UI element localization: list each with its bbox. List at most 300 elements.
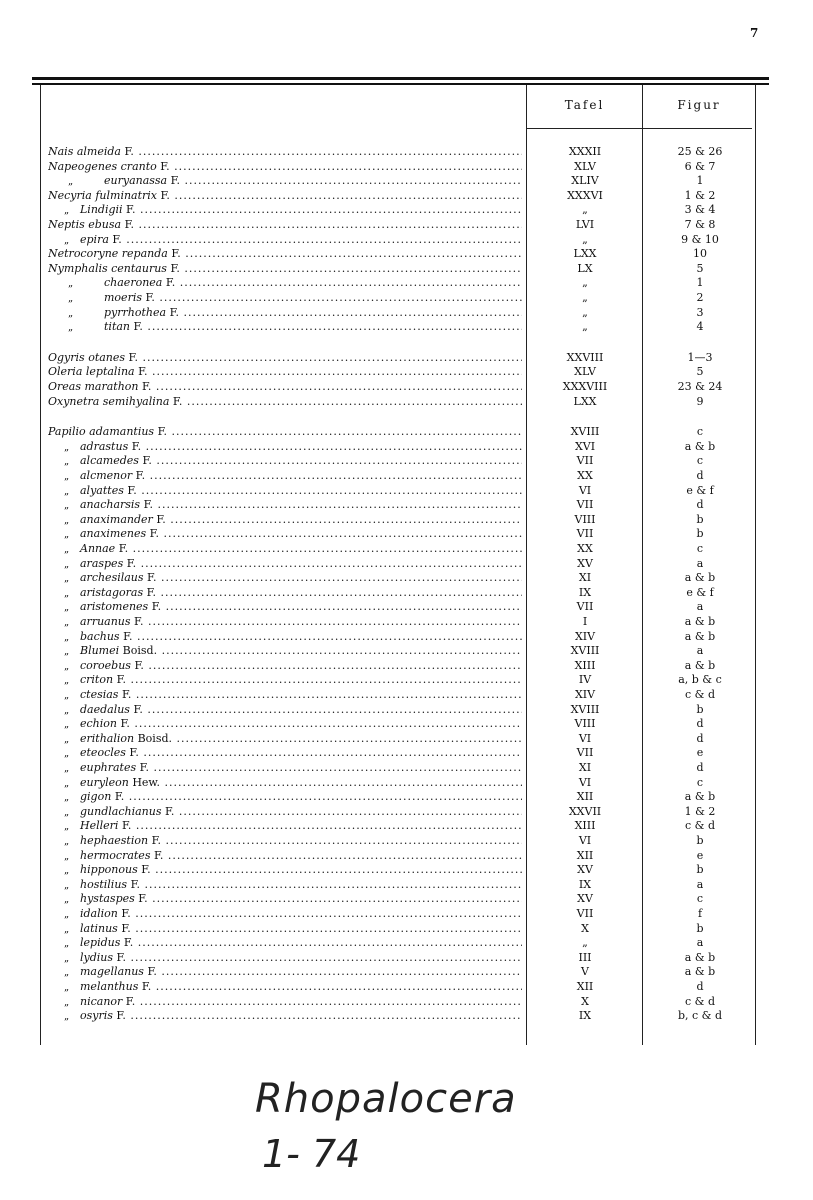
ditto-mark: „ [64, 982, 70, 993]
tafel-cell: V [581, 965, 589, 979]
species-name [48, 276, 522, 291]
species-epithet: idalion [80, 907, 118, 920]
figur-cell: a & b [684, 658, 716, 672]
species-epithet: Napeogenes cranto [48, 159, 157, 173]
figur-cell: c [696, 425, 704, 439]
species-author: F. [116, 673, 126, 687]
tafel-cell: XVIII [570, 644, 600, 658]
species-author: F. [124, 145, 134, 158]
species-author: F. [145, 291, 155, 304]
species-name [48, 306, 522, 321]
tafel-cell: LX [577, 261, 593, 275]
ditto-mark: „ [64, 529, 70, 541]
species-name [48, 761, 522, 776]
table-row [48, 644, 768, 658]
table-row [48, 484, 768, 498]
species-epithet: Nais almeida [48, 145, 121, 158]
tafel-cell: XXVIII [566, 350, 604, 364]
tafel-cell: VII [576, 527, 594, 541]
species-name [48, 542, 522, 557]
ditto-mark: „ [64, 719, 70, 731]
species-author: F. [160, 188, 170, 202]
figur-cell: c [696, 775, 704, 789]
species-epithet: criton [80, 673, 114, 687]
species-epithet: arruanus [80, 615, 131, 628]
table-row [48, 469, 768, 483]
column-header-figur: Figur [677, 98, 721, 112]
ditto-mark: „ [64, 996, 70, 1008]
species-epithet: hystaspes [80, 892, 135, 906]
species-author: F. [126, 203, 136, 217]
species-name [48, 644, 522, 659]
ditto-mark: „ [64, 544, 70, 555]
figur-cell: 25 & 26 [677, 145, 723, 158]
species-epithet: Helleri [80, 819, 119, 833]
species-epithet: Lindigii [80, 203, 123, 217]
species-author: F. [149, 527, 160, 541]
figur-cell: d [696, 731, 704, 745]
species-author: Hew. [132, 775, 161, 789]
tafel-cell: XXVII [568, 804, 602, 818]
species-author: F. [127, 483, 137, 497]
tafel-cell: „ [582, 305, 588, 319]
species-name [48, 630, 522, 645]
figur-cell: b [696, 921, 704, 935]
table-row [48, 995, 768, 1009]
table-row [48, 776, 768, 790]
figur-cell: f [697, 907, 703, 920]
table-row [48, 630, 768, 644]
tafel-cell: VIII [574, 717, 596, 731]
ditto-mark: „ [64, 690, 70, 701]
species-name [48, 995, 522, 1010]
species-author: F. [142, 454, 152, 468]
table-row [48, 174, 768, 188]
species-author: F. [124, 218, 135, 231]
table-row [48, 425, 768, 439]
species-author: F. [172, 394, 183, 408]
species-author: F. [139, 761, 150, 774]
species-epithet: pyrrhothea [104, 305, 167, 319]
tafel-cell: „ [582, 291, 588, 304]
handwritten-note-title: Rhopalocera [255, 1076, 517, 1122]
species-epithet: hostilius [80, 877, 128, 891]
table-row [48, 819, 768, 833]
table-row [48, 365, 768, 379]
table-row [48, 380, 768, 394]
species-name [48, 454, 522, 469]
species-epithet: Oleria leptalina [48, 365, 135, 379]
figur-cell: 10 [693, 247, 707, 261]
species-epithet: daedalus [80, 702, 130, 716]
ditto-mark: „ [64, 1011, 70, 1023]
species-epithet: gundlachianus [80, 804, 162, 818]
species-epithet: ctesias [80, 688, 119, 701]
figur-cell: 23 & 24 [677, 380, 723, 393]
ditto-mark: „ [64, 456, 70, 468]
table-row [48, 527, 768, 541]
species-epithet: hipponous [80, 863, 138, 877]
species-author: F. [141, 980, 152, 993]
species-name [48, 145, 522, 159]
table-row [48, 761, 768, 775]
figur-cell: 4 [696, 320, 704, 334]
figur-cell: e [696, 848, 704, 862]
species-author: F. [141, 863, 151, 877]
species-name [48, 484, 522, 499]
species-epithet: chaeronea [104, 276, 163, 290]
tafel-cell: „ [582, 936, 588, 950]
tafel-cell: IV [578, 673, 592, 687]
species-author: F. [147, 965, 157, 979]
table-row [48, 805, 768, 819]
tafel-cell: XIII [574, 658, 596, 672]
species-name [48, 380, 522, 394]
table-row [48, 291, 768, 305]
species-name [48, 365, 522, 379]
ditto-mark: „ [64, 894, 70, 906]
species-epithet: Neptis ebusa [48, 218, 122, 231]
table-row [48, 498, 768, 512]
table-row [48, 262, 768, 276]
table-row [48, 892, 768, 906]
table-row [48, 980, 768, 994]
species-name [48, 395, 522, 409]
column-header-tafel: Tafel [564, 98, 605, 112]
table-row [48, 571, 768, 585]
species-epithet: hermocrates [80, 848, 151, 862]
figur-cell: a [696, 644, 704, 658]
ditto-mark: „ [64, 617, 70, 628]
tafel-cell: XXXII [568, 145, 602, 158]
table-row [48, 586, 768, 600]
species-epithet: euryleon [80, 775, 129, 789]
tafel-cell: VIII [574, 512, 596, 526]
species-epithet: archesilaus [80, 571, 144, 585]
figur-cell: 9 & 10 [681, 232, 719, 246]
table-row [48, 454, 768, 468]
table-row [48, 218, 768, 232]
species-epithet: eteocles [80, 746, 126, 760]
tafel-cell: XII [576, 980, 594, 993]
page-number: 7 [750, 26, 759, 40]
table-row [48, 732, 768, 746]
species-author: F. [143, 498, 153, 512]
species-author: F. [118, 542, 129, 555]
figur-cell: b, c & d [677, 1009, 723, 1023]
species-author: F. [134, 658, 144, 672]
species-author: F. [164, 804, 175, 818]
species-epithet: gigon [80, 790, 112, 804]
figur-cell: 1 [696, 174, 704, 188]
species-epithet: araspes [80, 556, 124, 570]
species-epithet: coroebus [80, 658, 131, 672]
ditto-mark: „ [64, 558, 70, 570]
species-epithet: bachus [80, 629, 120, 643]
species-name [48, 688, 522, 703]
figur-cell: 5 [696, 365, 704, 379]
species-epithet: alcmenor [80, 469, 133, 482]
tafel-cell: VI [578, 483, 592, 497]
species-name [48, 600, 522, 615]
species-name [48, 790, 522, 805]
species-author: F. [138, 365, 148, 379]
tafel-cell: XX [577, 542, 593, 555]
species-epithet: epira [80, 232, 109, 246]
table-row [48, 922, 768, 936]
tafel-cell: XI [578, 571, 592, 585]
species-author: F. [123, 629, 133, 643]
ditto-mark: „ [64, 733, 70, 745]
figur-cell: c & d [685, 688, 715, 701]
tafel-cell: XV [577, 863, 593, 877]
ditto-mark: „ [64, 485, 70, 497]
figur-cell: c [696, 454, 704, 468]
species-name [48, 922, 522, 937]
table-row [48, 849, 768, 863]
species-author: F. [128, 350, 138, 364]
ditto-mark: „ [64, 441, 70, 453]
species-epithet: Necyria fulminatrix [48, 188, 158, 202]
tafel-cell: IX [578, 585, 592, 599]
species-author: F. [171, 247, 181, 261]
figur-cell: d [696, 717, 704, 731]
species-epithet: Oreas marathon [48, 380, 139, 393]
species-epithet: echion [80, 717, 117, 731]
figur-cell: a & b [684, 439, 716, 453]
figur-cell: a & b [684, 790, 716, 804]
species-author: F. [147, 571, 157, 585]
ditto-mark: „ [64, 806, 70, 818]
species-name [48, 189, 522, 203]
species-name [48, 440, 522, 455]
ditto-mark: „ [64, 514, 70, 526]
figur-cell: b [696, 512, 704, 526]
tafel-cell: XIV [574, 629, 596, 643]
table-row [48, 542, 768, 556]
species-epithet: euryanassa [104, 174, 168, 188]
tafel-cell: VI [578, 731, 592, 745]
ditto-mark: „ [64, 763, 70, 774]
tafel-cell: VII [576, 907, 594, 920]
tafel-cell: XIV [574, 688, 596, 701]
species-author: F. [112, 232, 122, 246]
table-row [48, 320, 768, 334]
tafel-cell: XV [577, 556, 593, 570]
tafel-cell: „ [582, 276, 588, 290]
figur-cell: 1—3 [687, 350, 713, 364]
species-author: F. [129, 746, 139, 760]
figur-cell: a & b [684, 629, 716, 643]
species-name [48, 819, 522, 834]
species-name [48, 659, 522, 674]
species-name [48, 469, 522, 484]
species-author: F. [146, 585, 157, 599]
tafel-cell: VII [576, 746, 594, 760]
tafel-cell: III [578, 950, 592, 964]
species-epithet: melanthus [80, 980, 139, 993]
ditto-mark: „ [64, 879, 70, 891]
ditto-mark: „ [68, 278, 74, 290]
table-row [48, 688, 768, 702]
ditto-mark: „ [64, 909, 70, 920]
figur-cell: 3 & 4 [684, 203, 716, 217]
species-author: F. [125, 994, 136, 1008]
species-author: F. [133, 320, 143, 334]
species-author: F. [116, 950, 126, 964]
species-epithet: nicanor [80, 994, 123, 1008]
species-name [48, 571, 522, 586]
species-author: F. [151, 600, 162, 614]
species-name [48, 951, 522, 966]
species-epithet: Nymphalis centaurus [48, 261, 167, 275]
species-epithet: moeris [104, 291, 142, 304]
table-row [48, 717, 768, 731]
figur-cell: b [696, 834, 704, 847]
ditto-mark: „ [64, 704, 70, 716]
ditto-mark: „ [64, 865, 70, 877]
tafel-cell: VII [576, 600, 594, 614]
species-name [48, 907, 522, 922]
species-name [48, 834, 522, 849]
species-name [48, 863, 522, 878]
tafel-cell: „ [582, 232, 588, 246]
species-author: F. [116, 1009, 126, 1023]
species-epithet: Annae [80, 542, 116, 555]
species-name [48, 218, 522, 232]
species-name [48, 586, 522, 601]
figur-cell: 6 & 7 [684, 159, 716, 173]
species-name [48, 673, 522, 688]
handwritten-note-range: 1- 74 [262, 1132, 361, 1176]
table-row [48, 834, 768, 848]
tafel-cell: VI [578, 775, 592, 789]
tafel-cell: X [581, 994, 589, 1008]
table-row [48, 703, 768, 717]
ditto-mark: „ [64, 748, 70, 760]
species-author: F. [142, 380, 152, 393]
species-name [48, 557, 522, 572]
species-epithet: alcamedes [80, 454, 139, 468]
species-epithet: aristomenes [80, 600, 149, 614]
species-author: F. [114, 790, 125, 804]
species-epithet: lepidus [80, 936, 121, 950]
tafel-cell: XVIII [570, 425, 600, 439]
ditto-mark: „ [64, 821, 70, 833]
tafel-cell: LXX [573, 247, 597, 261]
tafel-cell: X [581, 921, 589, 935]
figur-cell: 5 [696, 261, 704, 275]
figur-cell: e & f [686, 585, 714, 599]
ditto-mark: „ [64, 792, 70, 804]
species-name [48, 513, 522, 528]
ditto-mark: „ [64, 205, 70, 217]
ditto-mark: „ [64, 471, 70, 482]
ditto-mark: „ [64, 646, 70, 658]
species-author: F. [170, 261, 180, 275]
figur-cell: c [696, 542, 704, 555]
species-name [48, 262, 522, 276]
figur-cell: 9 [696, 394, 704, 408]
figur-cell: b [696, 527, 704, 541]
tafel-cell: LVI [575, 218, 595, 231]
species-name [48, 527, 522, 542]
table-row [48, 440, 768, 454]
figur-cell: a [696, 936, 704, 950]
ditto-mark: „ [64, 660, 70, 672]
table-row [48, 951, 768, 965]
species-name [48, 351, 522, 365]
ditto-mark: „ [64, 675, 70, 687]
figur-cell: a & b [684, 615, 716, 628]
figur-cell: d [696, 761, 704, 774]
table-row [48, 395, 768, 409]
tafel-cell: XLV [574, 365, 596, 379]
species-name [48, 892, 522, 907]
species-name [48, 965, 522, 980]
species-author: F. [151, 834, 162, 847]
species-author: F. [121, 688, 132, 701]
species-name [48, 425, 522, 439]
figur-cell: 1 [696, 276, 704, 290]
ditto-mark: „ [64, 234, 70, 246]
species-name [48, 320, 522, 335]
species-author: F. [160, 159, 170, 173]
species-author: F. [156, 512, 166, 526]
table-row [48, 746, 768, 760]
species-name [48, 936, 522, 951]
species-author: F. [153, 848, 164, 862]
table-row [48, 145, 768, 159]
table-row [48, 351, 768, 365]
figur-cell: e & f [686, 483, 714, 497]
species-author: F. [170, 174, 181, 188]
species-epithet: euphrates [80, 761, 137, 774]
figur-cell: a, b & c [678, 673, 722, 687]
figur-cell: c & d [685, 819, 715, 833]
ditto-mark: „ [64, 631, 70, 643]
table-row [48, 878, 768, 892]
species-author: F. [123, 936, 134, 950]
ditto-mark: „ [64, 938, 70, 950]
species-author: F. [126, 556, 137, 570]
species-epithet: Ogyris otanes [48, 350, 126, 364]
tafel-cell: XIII [574, 819, 596, 833]
species-epithet: aristagoras [80, 585, 144, 599]
tafel-cell: XII [576, 848, 594, 862]
ditto-mark: „ [68, 176, 74, 188]
species-epithet: osyris [80, 1009, 113, 1023]
table-row [48, 189, 768, 203]
table-row [48, 659, 768, 673]
ditto-mark: „ [64, 952, 70, 964]
ditto-mark: „ [68, 322, 74, 334]
table-row [48, 863, 768, 877]
tafel-cell: XVIII [570, 702, 600, 716]
figur-cell: 2 [696, 291, 704, 304]
ditto-mark: „ [68, 293, 74, 304]
species-author: F. [121, 921, 131, 935]
figur-cell: a [696, 600, 704, 614]
figur-cell: d [696, 980, 704, 993]
species-epithet: anaximander [80, 512, 153, 526]
species-author: Boisd. [122, 644, 158, 658]
table-row [48, 160, 768, 174]
table-row [48, 247, 768, 261]
ditto-mark: „ [64, 587, 70, 599]
species-name [48, 247, 522, 261]
table-row [48, 233, 768, 247]
